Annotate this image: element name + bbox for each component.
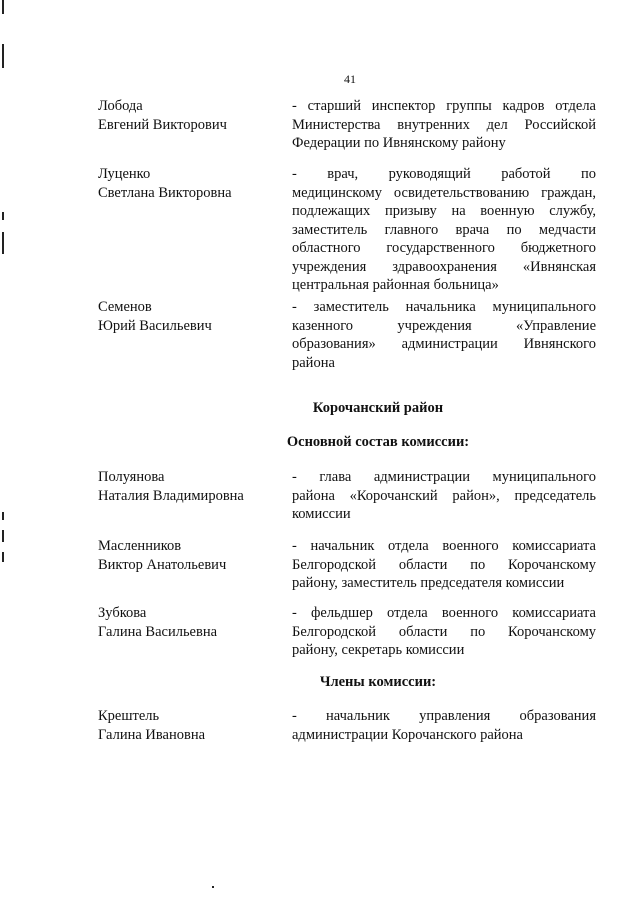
position-line: - заместитель начальника муниципального [292,299,596,315]
position-line: учреждения здравоохранения «Ивнянская [292,258,596,275]
page-number: 41 [344,72,356,86]
scan-mark [2,212,4,220]
person-position [292,468,596,524]
position-line: Федерации по Ивнянскому району [292,135,506,151]
given-names: Виктор Анатольевич [98,556,227,573]
person-name [98,707,278,744]
position-line: центральная районная больница» [292,277,499,293]
position-line: - врач, руководящий работой по [292,166,596,182]
scan-mark [2,512,4,520]
given-names: Светлана Викторовна [98,184,232,201]
given-names: Евгений Викторович [98,116,227,133]
position-line: - начальник отдела военного комиссариата [292,538,596,554]
scan-mark [2,232,4,254]
scan-mark [2,0,4,14]
position-line: медицинскому освидетельствованию граждан, [292,184,596,201]
position-line: района [292,354,335,371]
position-line: областного государственного бюджетного [292,240,596,256]
person-name [98,298,278,335]
position-line: подлежащих призыву на военную службу, [292,203,596,219]
position-line: Белгородской области по Корочанскому [292,556,596,573]
position-line: района «Корочанский район», председатель [292,487,596,504]
position-line: образования» администрации Ивнянского [292,336,596,352]
position-line: заместитель главного врача по медчасти [292,221,596,238]
given-names: Галина Ивановна [98,726,206,743]
position-line: району, заместитель председателя комиссии [292,575,565,591]
person-position [292,97,596,153]
given-names: Наталия Владимировна [98,487,244,504]
person-name [98,165,278,202]
position-line: - глава администрации муниципального [292,469,596,485]
position-line: казенного учреждения «Управление [292,317,596,334]
surname: Луценко [98,166,151,182]
surname: Лобода [98,98,143,114]
person-name [98,468,278,505]
given-names: Галина Васильевна [98,623,218,640]
position-line: - начальник управления образования [292,708,596,724]
position-line: Белгородской области по Корочанскому [292,623,596,640]
surname: Семенов [98,299,152,315]
main-composition-heading: Основной состав комиссии: [286,434,470,450]
position-line: - старший инспектор группы кадров отдела [292,98,596,114]
given-names: Юрий Васильевич [98,317,212,334]
position-line: администрации Корочанского района [292,726,523,743]
position-line: Министерства внутренних дел Российской [292,116,596,133]
person-name [98,604,278,641]
position-line: - фельдшер отдела военного комиссариата [292,605,596,621]
person-position [292,165,596,295]
district-heading: Корочанский район [312,400,444,416]
surname: Крештель [98,708,160,724]
position-line: комиссии [292,506,351,522]
person-position [292,537,596,593]
members-heading: Члены комиссии: [319,674,437,690]
surname: Полуянова [98,469,165,485]
person-name [98,537,278,574]
surname: Масленников [98,538,182,554]
person-position [292,298,596,372]
scan-mark [2,44,4,68]
surname: Зубкова [98,605,147,621]
person-position [292,707,596,744]
scan-mark [2,530,4,542]
person-name [98,97,278,134]
person-position [292,604,596,660]
scan-mark [2,552,4,562]
position-line: району, секретарь комиссии [292,642,465,658]
scan-mark [212,886,214,888]
